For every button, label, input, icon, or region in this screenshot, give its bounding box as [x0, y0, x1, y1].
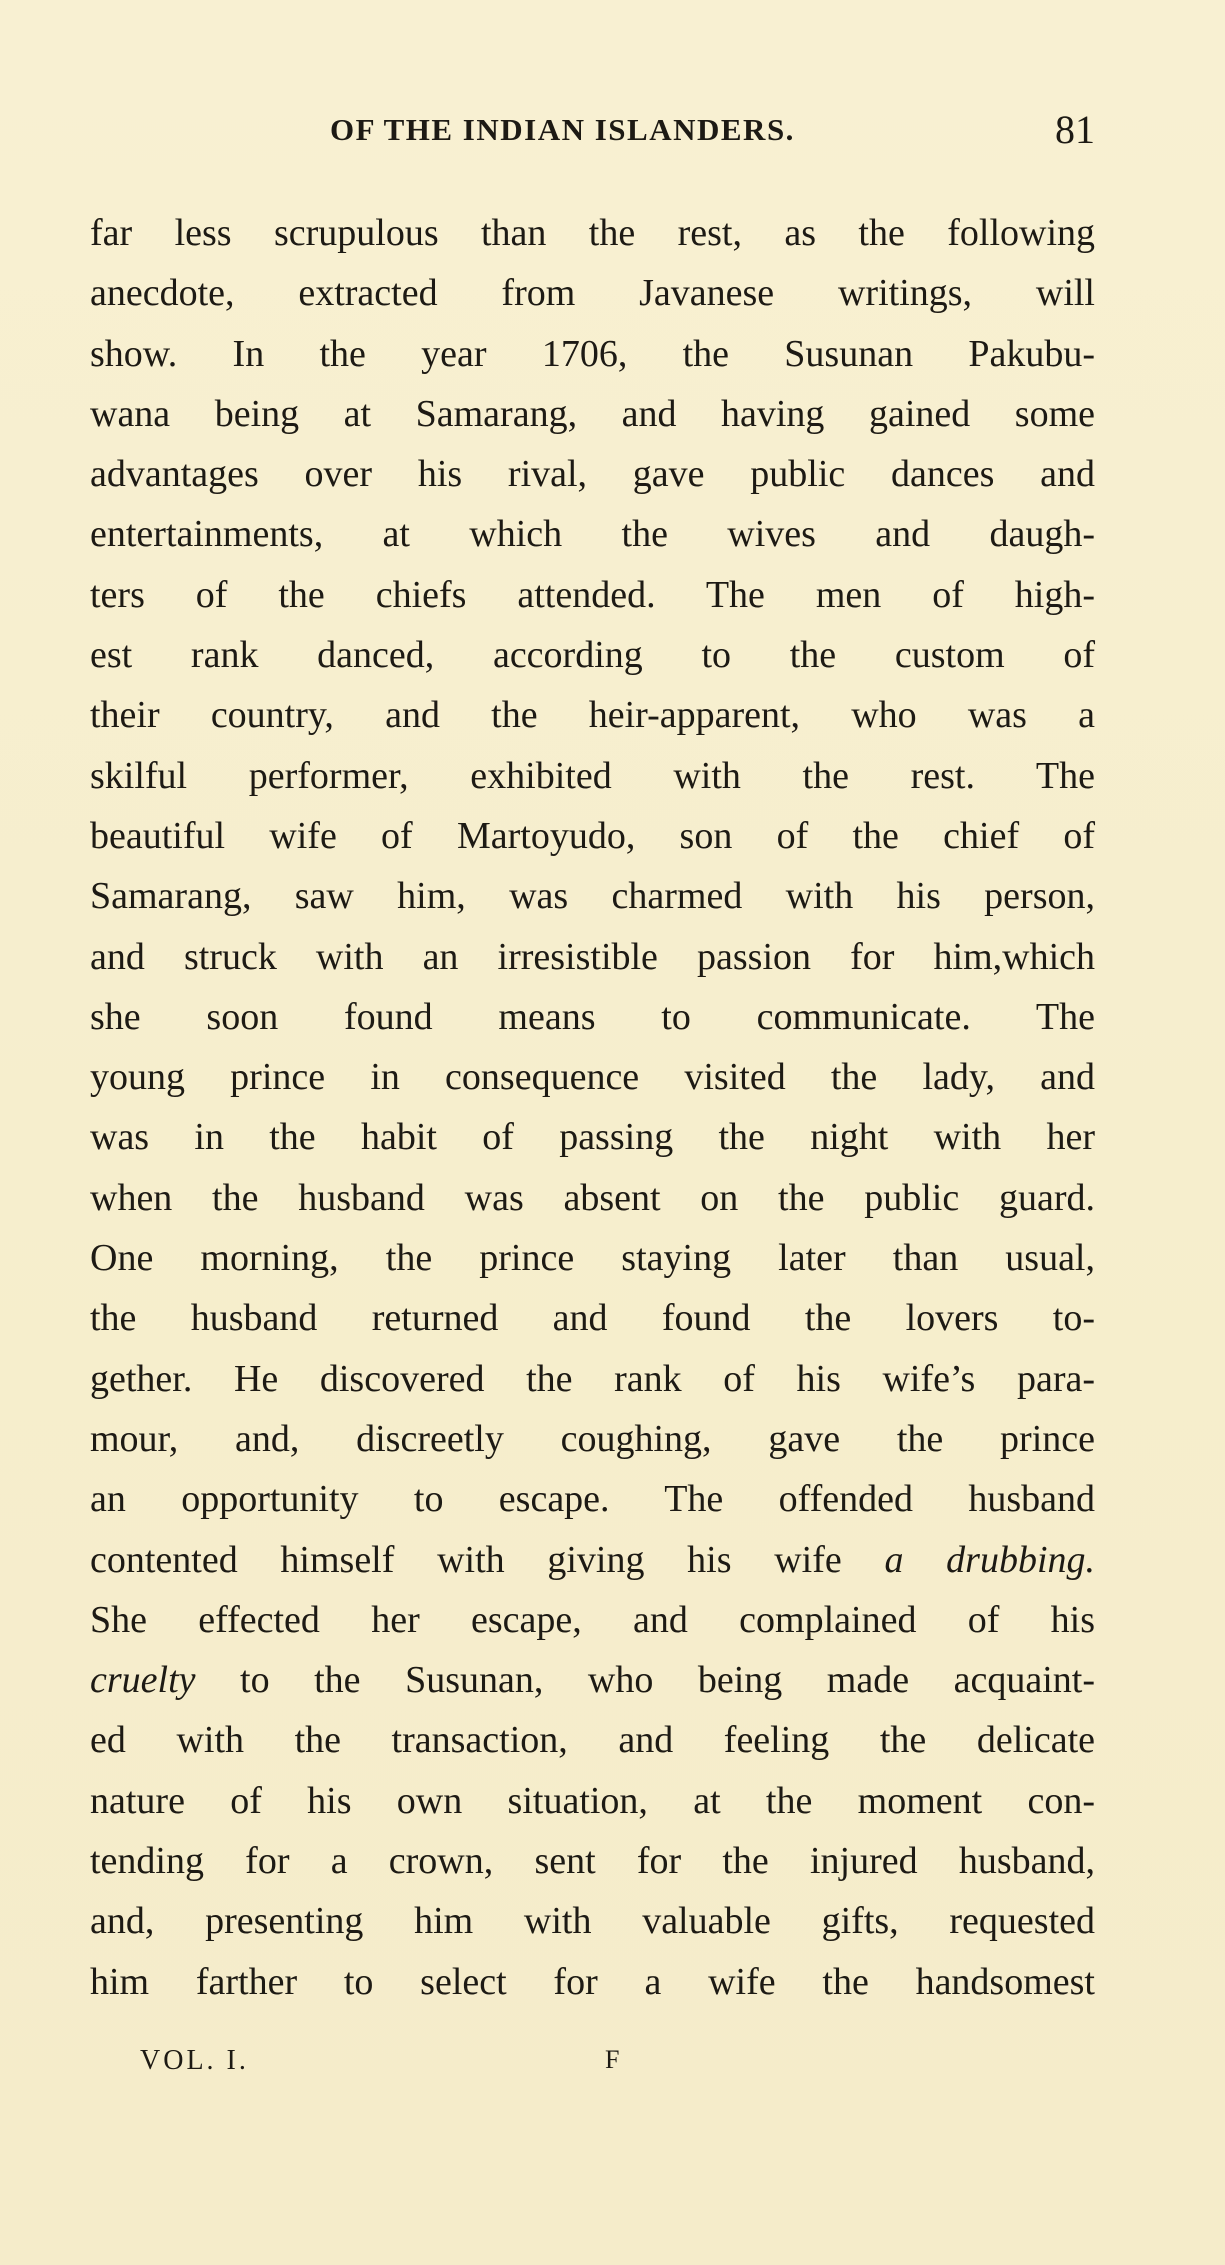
- text-line: and, presenting him with valuable gifts, requested: [90, 1900, 1095, 1943]
- body-text: [90, 203, 1095, 2012]
- text-line: advantages over his rival, gave public dances and: [90, 453, 1095, 496]
- text-line: anecdote, extracted from Javanese writings, will: [90, 272, 1095, 315]
- text-run: to the Susunan, who being made acquaint-: [195, 1659, 1095, 1702]
- running-title: OF THE INDIAN ISLANDERS.: [330, 112, 795, 147]
- text-line: skilful performer, exhibited with the rest. The: [90, 754, 1095, 797]
- text-line: beautiful wife of Martoyudo, son of the chief of: [90, 814, 1095, 857]
- text-line: est rank danced, according to the custom of: [90, 634, 1095, 677]
- text-line: she soon found means to communicate. The: [90, 995, 1095, 1038]
- text-line: Samarang, saw him, was charmed with his person,: [90, 875, 1095, 918]
- text-line: their country, and the heir-apparent, who was a: [90, 694, 1095, 737]
- text-line: and struck with an irresistible passion for him,which: [90, 935, 1095, 978]
- text-line: ters of the chiefs attended. The men of high-: [90, 573, 1095, 616]
- page-number: 81: [1055, 107, 1095, 152]
- running-head: [90, 106, 1095, 156]
- text-line: [90, 1650, 1095, 1710]
- signature-mark: F: [605, 2045, 620, 2074]
- text-line: an opportunity to escape. The offended husband: [90, 1478, 1095, 1521]
- text-line: One morning, the prince staying later than usual,: [90, 1237, 1095, 1280]
- text-line: young prince in consequence visited the lady, and: [90, 1056, 1095, 1099]
- text-line: [90, 1530, 1095, 1590]
- text-line: wana being at Samarang, and having gained some: [90, 392, 1095, 435]
- text-run: contented himself with giving his wife: [90, 1538, 885, 1581]
- text-line: far less scrupulous than the rest, as the following: [90, 212, 1095, 254]
- text-line: nature of his own situation, at the moment con-: [90, 1779, 1095, 1822]
- text-line: him farther to select for a wife the handsomest: [90, 1960, 1095, 2003]
- text-line: gether. He discovered the rank of his wife’s para-: [90, 1357, 1095, 1400]
- text-line: tending for a crown, sent for the injured husband,: [90, 1840, 1095, 1883]
- text-line: entertainments, at which the wives and daugh-: [90, 513, 1095, 556]
- text-line: show. In the year 1706, the Susunan Pakubu-: [90, 332, 1095, 375]
- text-line: when the husband was absent on the public guard.: [90, 1176, 1095, 1219]
- italic-text-run: cruelty: [90, 1659, 196, 1702]
- text-line: ed with the transaction, and feeling the delicate: [90, 1719, 1095, 1762]
- italic-text-run: a drubbing.: [884, 1538, 1095, 1581]
- text-line: was in the habit of passing the night with her: [90, 1116, 1095, 1159]
- volume-label: VOL. I.: [140, 2045, 249, 2076]
- text-line: She effected her escape, and complained of his: [90, 1598, 1095, 1641]
- page-footer: [140, 2045, 740, 2085]
- text-line: the husband returned and found the lovers to-: [90, 1297, 1095, 1340]
- text-line: mour, and, discreetly coughing, gave the prince: [90, 1417, 1095, 1460]
